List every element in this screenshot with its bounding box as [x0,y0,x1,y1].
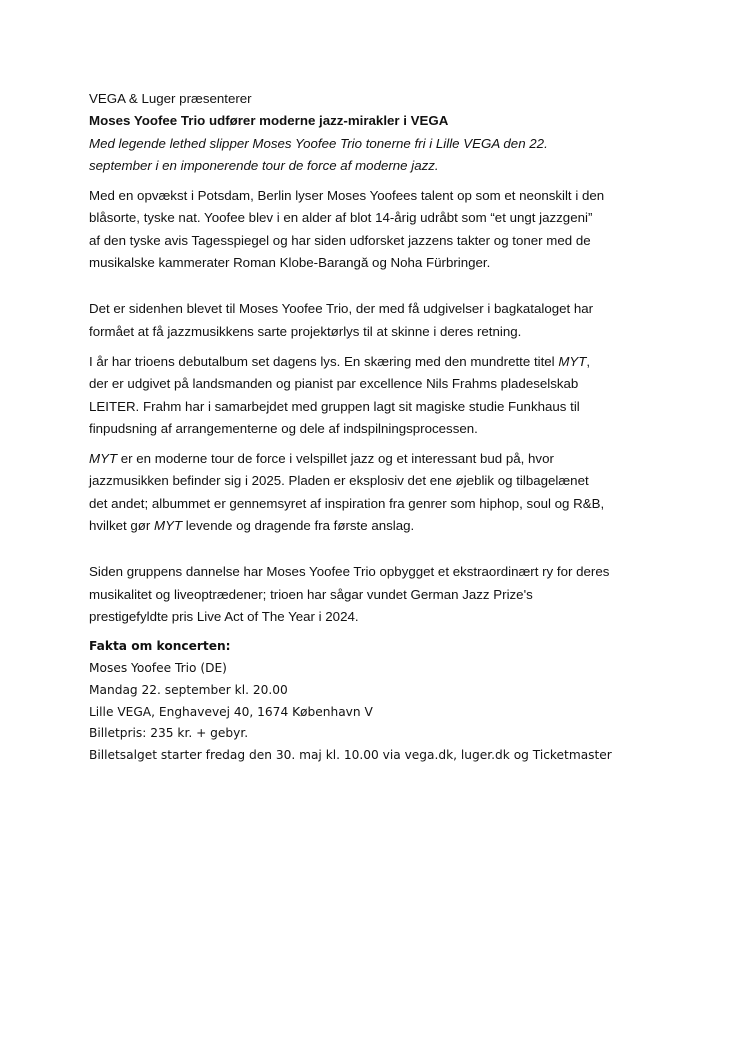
facts-line: Mandag 22. september kl. 20.00 [89,682,288,697]
paragraph-line: Det er sidenhen blevet til Moses Yoofee Trio, der med få udgivelser i bagkataloget har [89,301,594,317]
facts-line: Billetpris: 235 kr. + gebyr. [89,726,249,741]
paragraph-line: jazzmusikken befinder sig i 2025. Pladen er eksplosiv det ene øjeblik og tilbagelænet [89,473,589,489]
paragraph-line: finpudsning af arrangementerne og dele af indspilningsprocessen. [89,420,478,436]
facts-title: Fakta om koncerten: [89,639,231,654]
text-span: hvilket gør [89,518,155,534]
lead-line-1: Med legende lethed slipper Moses Yoofee Trio tonerne fri i Lille VEGA den 22. [89,135,548,151]
text-span: , [586,353,591,369]
paragraph-line: formået at få jazzmusikkens sarte projektørlys til at skinne i deres retning. [89,323,522,339]
album-title: MYT [558,353,587,369]
paragraph-line: LEITER. Frahm har i samarbejdet med gruppen lagt sit magiske studie Funkhaus til [89,398,580,414]
paragraph-5 [89,561,669,628]
press-release [89,88,669,767]
paragraph-line: prestigefyldte pris Live Act of The Year i 2024. [89,608,359,624]
text-span: er en moderne tour de force i velspillet jazz og et interessant bud på, hvor [117,451,554,467]
facts-line: Billetsalget starter fredag den 30. maj kl. 10.00 via vega.dk, luger.dk og Ticketmaster [89,748,612,763]
paragraph-line: blåsorte, tyske nat. Yoofee blev i en alder af blot 14-årig udråbt som “et ungt jazzgeni” [89,210,593,226]
paragraph-1 [89,185,669,274]
text-span: levende og dragende fra første anslag. [182,518,415,534]
facts-line: Lille VEGA, Enghavevej 40, 1674 København V [89,704,373,719]
paragraph-3 [89,351,669,440]
facts-line: Moses Yoofee Trio (DE) [89,661,227,676]
paragraph-2 [89,298,669,343]
paragraph-4 [89,448,669,537]
paragraph-line: musikalske kammerater Roman Klobe-Barangă og Noha Fürbringer. [89,255,491,271]
paragraph-line: musikalitet og liveoptrædener; trioen har sågar vundet German Jazz Prize's [89,586,533,602]
paragraph-line: Med en opvækst i Potsdam, Berlin lyser Moses Yoofees talent op som et neonskilt i den [89,188,605,204]
paragraph-line: Siden gruppens dannelse har Moses Yoofee Trio opbygget et ekstraordinært ry for deres [89,564,610,580]
lead-line-2: september i en imponerende tour de force af moderne jazz. [89,157,439,173]
paragraph-line [89,515,669,537]
paragraph-line: der er udgivet på landsmanden og pianist par excellence Nils Frahms pladeselskab [89,376,579,392]
concert-facts [89,636,669,767]
paragraph-line [89,351,669,373]
album-title: MYT [154,518,183,534]
paragraph-line: af den tyske avis Tagesspiegel og har siden udforsket jazzens takter og toner med de [89,232,591,248]
headline: Moses Yoofee Trio udfører moderne jazz-mirakler i VEGA [89,113,449,129]
paragraph-line: det andet; albummet er gennemsyret af inspiration fra genrer som hiphop, soul og R&B, [89,495,605,511]
text-span: I år har trioens debutalbum set dagens lys. En skæring med den mundrette titel [89,353,559,369]
paragraph-line [89,448,669,470]
album-title: MYT [89,451,118,467]
kicker: VEGA & Luger præsenterer [89,91,252,106]
